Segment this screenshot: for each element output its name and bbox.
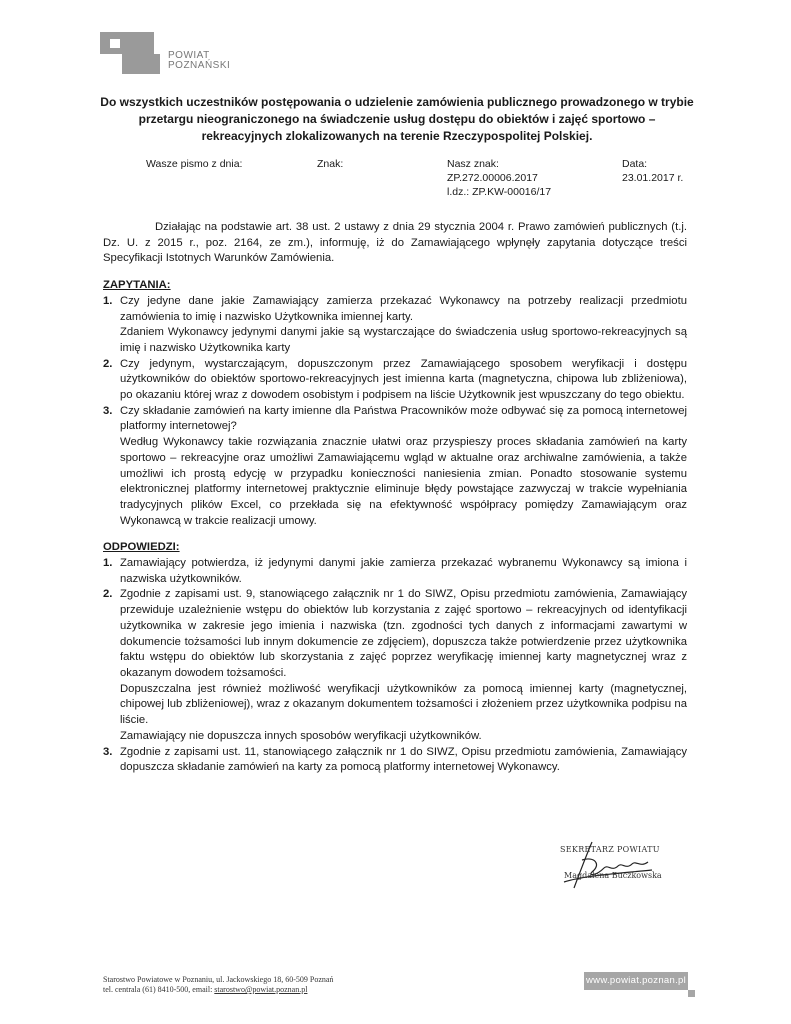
our-sign-label: Nasz znak: [447,158,499,170]
question-item [103,404,687,530]
signature-title: SEKRETARZ POWIATU [560,845,660,854]
our-sign-block [447,157,551,199]
logo-mark-lower [122,54,160,74]
question-item [103,357,687,404]
logo-mark [100,32,154,54]
answer-item [103,745,687,776]
date-value: 23.01.2017 r. [622,172,684,184]
our-sign-value: ZP.272.00006.2017 [447,172,538,184]
answer-item [103,556,687,587]
ldz-value: l.dz.: ZP.KW-00016/17 [447,186,552,198]
answers-list [103,556,687,776]
website-badge-corner [688,990,695,997]
your-letter-label: Wasze pismo z dnia: [146,158,243,170]
answer-text: Zamawiający potwierdza, iż jedynymi danymi jakie zamierza przekazać wybranemu Wykonawcy są imiona i nazwiska użytkowników. [120,557,687,585]
intro-paragraph: Działając na podstawie art. 38 ust. 2 ustawy z dnia 29 stycznia 2004 r. Prawo zamówień publicznych (t.j. Dz. U. z 2015 r., poz. 2164, ze zm.), informuję, iż do Zamawiającego wpłynęły zapytania dotyczące treści Specyfikacji Istotnych Warunków Zamówienia. [103,221,687,265]
footer-contact-line: tel. centrala (61) 8410-500, email: starostwo@powiat.poznan.pl [103,985,308,994]
footer-address-line: Starostwo Powiatowe w Poznaniu, ul. Jackowskiego 18, 60-509 Poznań [103,975,334,984]
questions-list [103,294,687,530]
answer-number: 2. [103,588,113,601]
answer-item [103,587,687,744]
signature-name: Magdalena Buczkowska [564,871,662,880]
question-number: 2. [103,357,113,370]
date-block [622,157,683,185]
sign-label: Znak: [317,158,344,170]
questions-heading: ZAPYTANIA: [103,279,171,292]
website-badge[interactable]: www.powiat.poznan.pl [584,972,688,990]
question-number: 3. [103,404,113,417]
footer-address [103,975,333,995]
logo-mark-cutout [110,39,120,48]
powiat-logo [100,32,260,82]
question-item [103,294,687,357]
answer-text: Dopuszczalna jest również możliwość weryfikacji użytkowników za pomocą imiennej karty (magnetycznej, chipowej lub zbliżeniowej), wraz z okazanym dokumentem tożsamości i złożeniem przez użytkownika podpisu na liście. [120,682,687,727]
footer-email-link[interactable]: starostwo@powiat.poznan.pl [214,985,308,994]
date-label: Data: [622,158,648,170]
document-title: Do wszystkich uczestników postępowania o udzielenie zamówienia publicznego prowadzonego w trybie przetargu nieograniczonego na świadczenie usług dostępu do obiektów i zajęć sportowo – rekreacyjnych zlokalizowanych na terenie Rzeczypospolitej Polskiej. [100,95,694,143]
question-text: Czy składanie zamówień na karty imienne dla Państwa Pracowników może odbywać się za pomocą internetowej platformy internetowej? [120,404,687,433]
answer-number: 1. [103,557,113,570]
logo-text: POWIAT POZNAŃSKI [168,50,231,71]
answer-text: Zgodnie z zapisami ust. 11, stanowiącego załącznik nr 1 do SIWZ, Opisu przedmiotu zamówienia, Zamawiający dopuszcza składanie zamówień na karty za pomocą platformy internetowej Wykonawcy. [120,745,687,774]
document-body [103,220,687,776]
question-text: Według Wykonawcy takie rozwiązania znacznie ułatwi oraz przyspieszy proces składania zamówień na karty sportowo – rekreacyjne oraz umożliwi Zamawiającemu wgląd w aktualne oraz archiwalne zamówienia, a także umożliwi ich prostą edycję w przypadku konieczności naniesienia zmian. Ponadto stosowanie systemu elektronicznej platformy internetowej praktycznie eliminuje błędy powstające zazwyczaj w trakcie wypełniania tradycyjnych plików Excel, co przekłada się na efektywność współpracy pomiędzy Zamawiającym oraz Wykonawcą w trakcie realizacji umowy. [120,436,687,527]
question-text: Czy jedyne dane jakie Zamawiający zamierza przekazać Wykonawcy na potrzeby realizacji przedmiotu zamówienia to imię i nazwisko Użytkownika imiennej karty. [120,294,687,323]
answer-text: Zgodnie z zapisami ust. 9, stanowiącego załącznik nr 1 do SIWZ, Opisu przedmiotu zamówienia, Zamawiający przewiduje uzależnienie wstępu do obiektów lub korzystania z zajęć sportowo – rekreacyjnych od identyfikacji użytkownika w zakresie jego imienia i nazwiska (tzn. zgodności tych danych z informacjami zawartymi w dokumencie tożsamości lub innym dokumencie ze zdjęciem), dopuszcza także potwierdzenie przez użytkownika faktu wstępu do obiektów lub skorzystania z zajęć poprzez weryfikację imiennej karty magnetycznej wraz z okazanym dowodem tożsamości. [120,588,687,679]
handwritten-signature-icon [552,838,672,898]
question-number: 1. [103,294,113,307]
question-text: Czy jedynym, wystarczającym, dopuszczonym przez Zamawiającego sposobem weryfikacji i dostępu użytkowników do obiektów sportowo-rekreacyjnych jest imienna karta (magnetyczna, chipowa lub zbliżeniowa), po okazaniu której wraz z dowodem osobistym i podpisem na liście Użytkownik jest wpuszczany do tego obiektu. [120,357,687,402]
answers-heading: ODPOWIEDZI: [103,541,180,554]
answer-number: 3. [103,745,113,758]
question-text: Zdaniem Wykonawcy jedynymi danymi jakie są wystarczające do świadczenia usług sportowo-rekreacyjnych są imię i nazwisko Użytkownika karty [120,326,687,354]
signature-stamp [552,838,672,898]
answer-text: Zamawiający nie dopuszcza innych sposobów weryfikacji użytkowników. [120,729,482,742]
